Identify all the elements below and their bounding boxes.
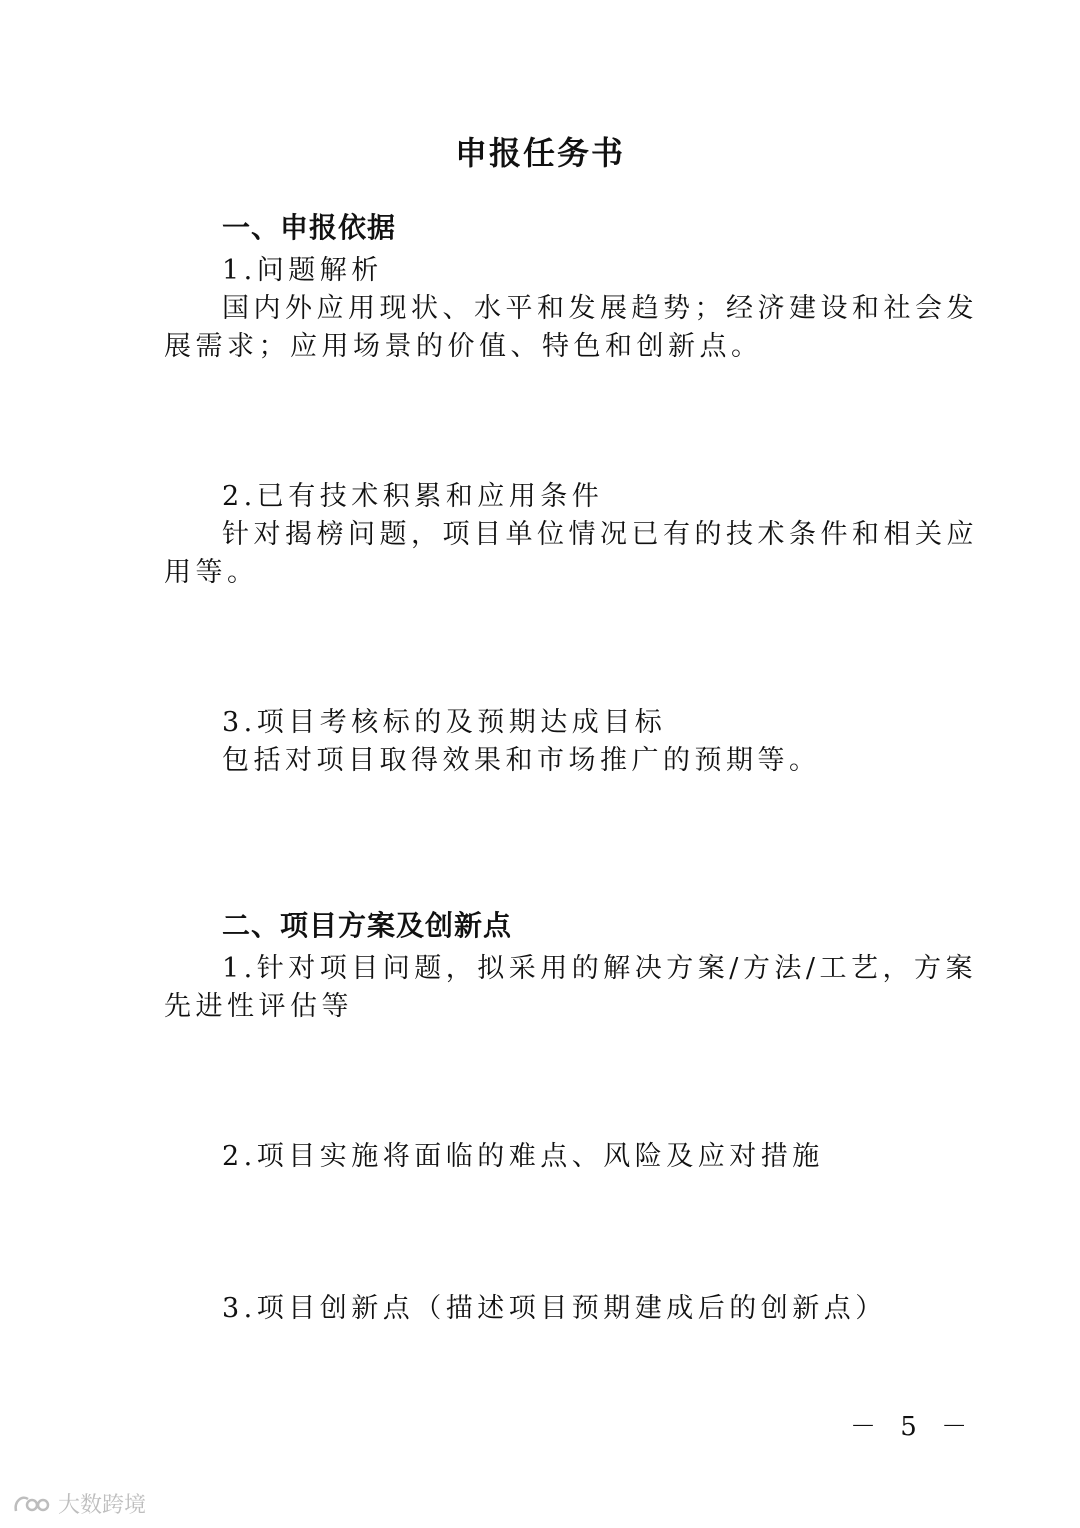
section-heading-1: 一、申报依据 xyxy=(222,211,397,244)
paragraph-line: 包括对项目取得效果和市场推广的预期等。 xyxy=(222,745,821,776)
watermark-text: 大数跨境 xyxy=(58,1493,147,1518)
paragraph-line: 国内外应用现状、水平和发展趋势；经济建设和社会发 xyxy=(222,293,978,324)
page-number: － 5 － xyxy=(850,1412,976,1442)
section-heading-2: 二、项目方案及创新点 xyxy=(222,909,513,942)
brand-logo-icon xyxy=(12,1491,52,1517)
paragraph-line: 针对揭榜问题，项目单位情况已有的技术条件和相关应 xyxy=(222,519,978,550)
subsection-title: 1.问题解析 xyxy=(222,255,383,286)
subsection-title: 1.针对项目问题，拟采用的解决方案/方法/工艺，方案 xyxy=(222,953,977,984)
paragraph-line: 先进性评估等 xyxy=(164,991,353,1022)
subsection-title: 3.项目考核标的及预期达成目标 xyxy=(222,707,667,738)
document-title: 申报任务书 xyxy=(454,134,625,172)
subsection-title: 2.项目实施将面临的难点、风险及应对措施 xyxy=(222,1141,824,1172)
paragraph-line: 用等。 xyxy=(164,557,259,588)
subsection-title: 2.已有技术积累和应用条件 xyxy=(222,481,604,512)
paragraph-line: 展需求；应用场景的价值、特色和创新点。 xyxy=(164,331,763,362)
watermark xyxy=(12,1488,146,1519)
subsection-title: 3.项目创新点（描述项目预期建成后的创新点） xyxy=(222,1293,887,1324)
